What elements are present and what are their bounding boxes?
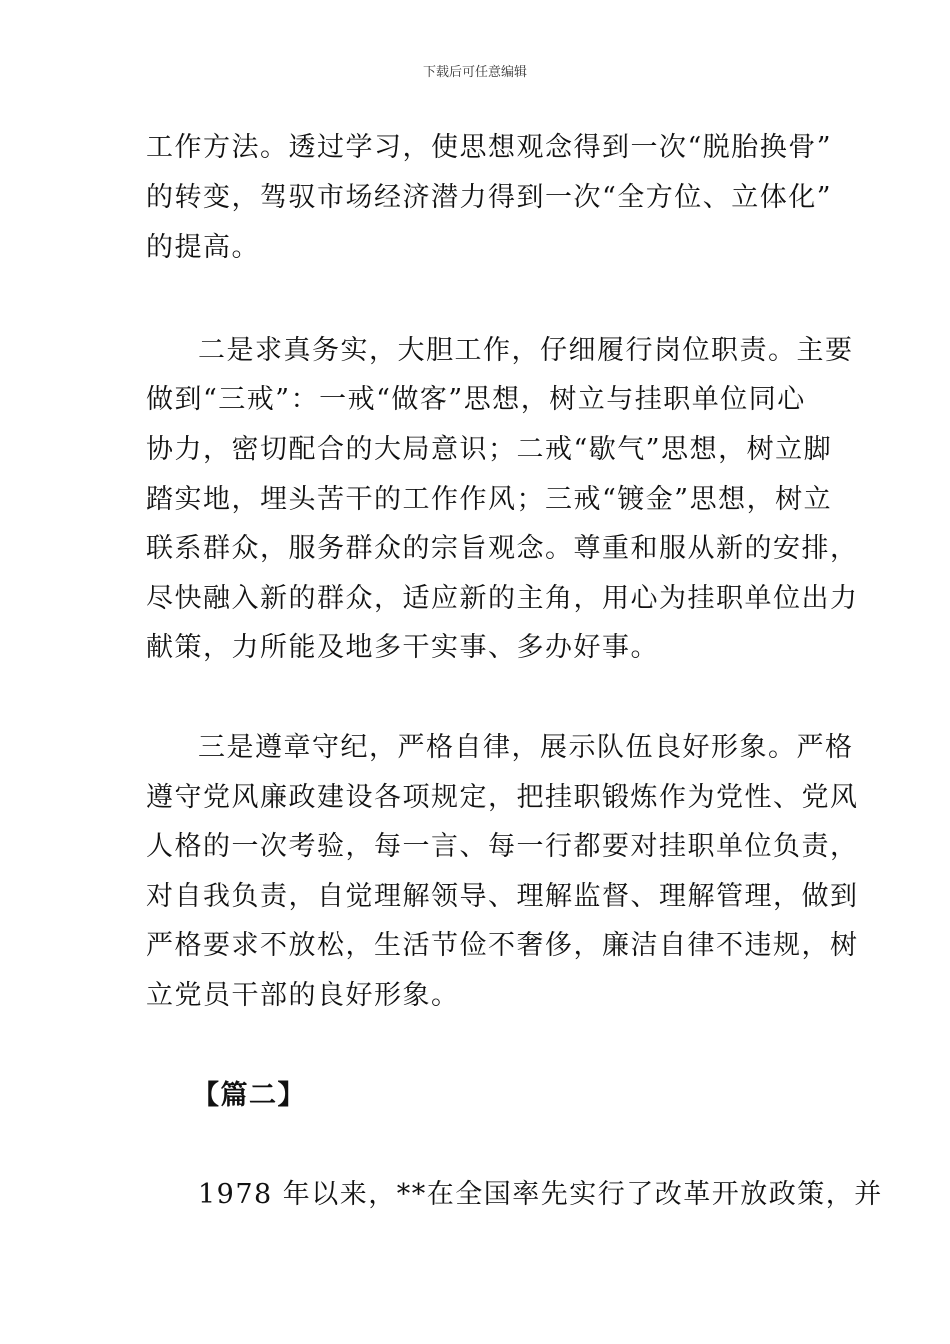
paragraph-line: 人格的一次考验，每一言、每一行都要对挂职单位负责， [146,831,859,862]
paragraph-line: 三是遵章守纪，严格自律，展示队伍良好形象。严格 [198,732,854,763]
section-heading: 【篇二】 [192,1080,306,1111]
paragraph-line: 工作方法。透过学习，使思想观念得到一次“脱胎换骨” [146,132,833,163]
paragraph-line: 遵守党风廉政建设各项规定，把挂职锻炼作为党性、党风 [146,782,859,813]
paragraph-line: 严格要求不放松，生活节俭不奢侈，廉洁自律不违规，树 [146,930,859,961]
page-header: 下载后可任意编辑 [422,65,527,80]
paragraph-line: 立党员干部的良好形象。 [146,980,460,1011]
paragraph-line: 的转变，驾驭市场经济潜力得到一次“全方位、立体化” [146,182,833,213]
paragraph-line: 尽快融入新的群众，适应新的主角，用心为挂职单位出力 [146,583,859,614]
paragraph-line: 做到“三戒”：一戒“做客”思想，树立与挂职单位同心 [146,384,806,415]
paragraph-line: 对自我负责，自觉理解领导、理解监督、理解管理，做到 [146,881,859,912]
paragraph-line: 踏实地，埋头苦干的工作作风；三戒“镀金”思想，树立 [146,484,833,515]
paragraph-line: 联系群众，服务群众的宗旨观念。尊重和服从新的安排， [146,533,859,564]
paragraph-line: 的提高。 [146,232,260,263]
paragraph-line: 协力，密切配合的大局意识；二戒“歇气”思想，树立脚 [146,434,833,465]
paragraph-line: 二是求真务实，大胆工作，仔细履行岗位职责。主要 [198,335,854,366]
paragraph-line: 1978 年以来，**在全国率先实行了改革开放政策，并 [198,1179,883,1210]
paragraph-line: 献策，力所能及地多干实事、多办好事。 [146,632,659,663]
